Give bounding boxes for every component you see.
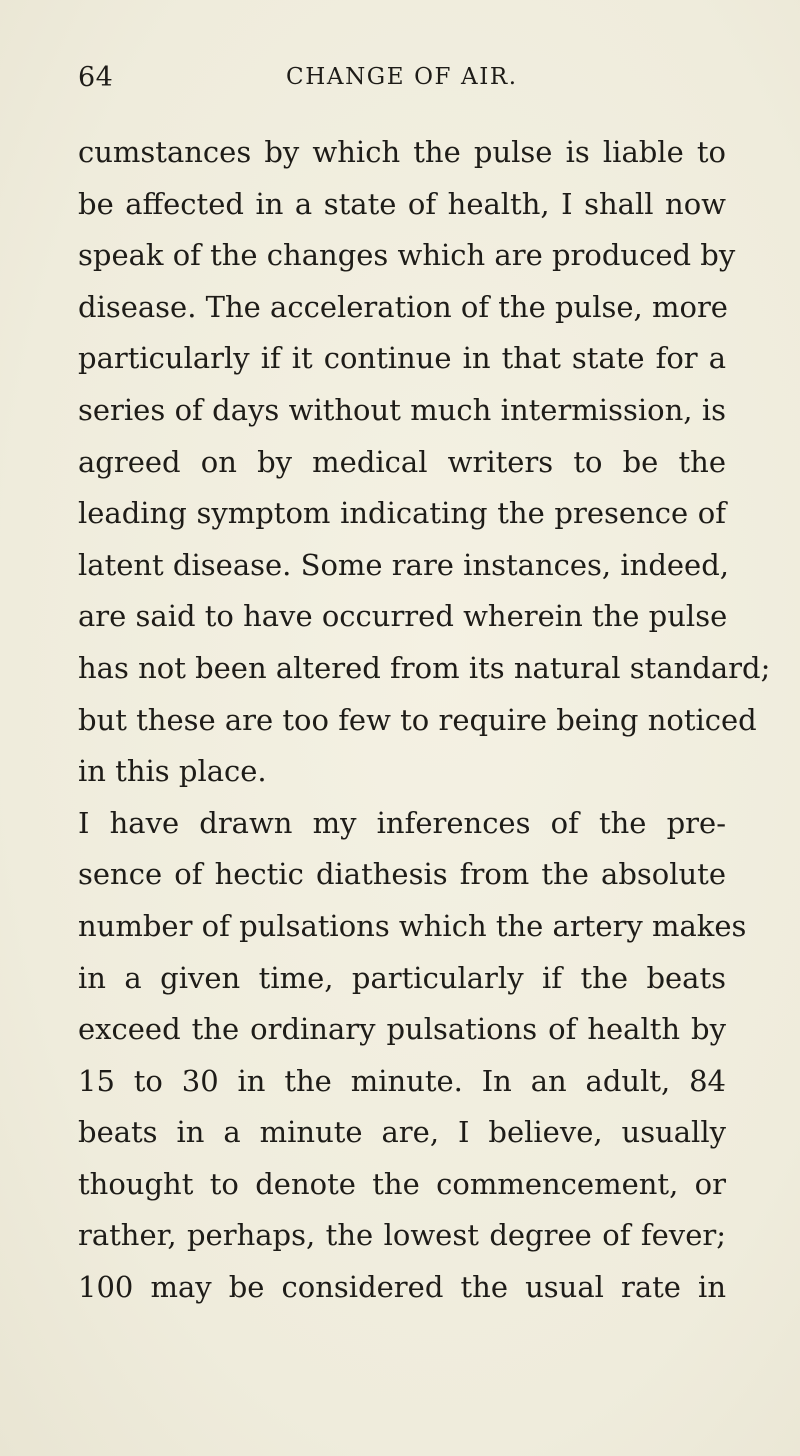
text-line: exceed the ordinary pulsations of health by: [78, 1012, 726, 1047]
text-line: beats in a minute are, I believe, usually: [78, 1115, 726, 1150]
text-line: 15 to 30 in the minute. In an adult, 84: [78, 1063, 726, 1098]
page-number: 64: [78, 62, 114, 93]
text-line: cumstances by which the pulse is liable to: [78, 135, 726, 169]
text-line: in this place.: [78, 754, 267, 789]
text-line: particularly if it continue in that state for a: [78, 341, 726, 376]
text-line: speak of the changes which are produced by: [78, 238, 736, 273]
text-line: 100 may be considered the usual rate in: [78, 1270, 726, 1305]
text-line: leading symptom indicating the presence of: [78, 496, 726, 531]
page-header: [78, 62, 726, 98]
text-line: thought to denote the commencement, or: [78, 1166, 726, 1201]
text-line: disease. The acceleration of the pulse, more: [78, 289, 728, 324]
text-line: agreed on by medical writers to be the: [78, 444, 726, 479]
text-line: are said to have occurred wherein the pulse: [78, 599, 728, 634]
text-line: latent disease. Some rare instances, indeed,: [78, 547, 729, 582]
text-line: I have drawn my inferences of the pre-: [78, 805, 726, 840]
text-line: series of days without much intermission, is: [78, 392, 726, 427]
text-line: rather, perhaps, the lowest degree of fever;: [78, 1218, 726, 1253]
text-line: but these are too few to require being noticed: [78, 702, 757, 737]
text-line: number of pulsations which the artery makes: [78, 908, 747, 943]
text-line: sence of hectic diathesis from the absolute: [78, 857, 726, 892]
text-line: be affected in a state of health, I shall now: [78, 186, 726, 221]
body-text: [78, 130, 771, 1317]
text-line: in a given time, particularly if the beats: [78, 960, 726, 995]
text-line: has not been altered from its natural standard;: [78, 650, 771, 685]
running-title: CHANGE OF AIR.: [286, 64, 518, 90]
